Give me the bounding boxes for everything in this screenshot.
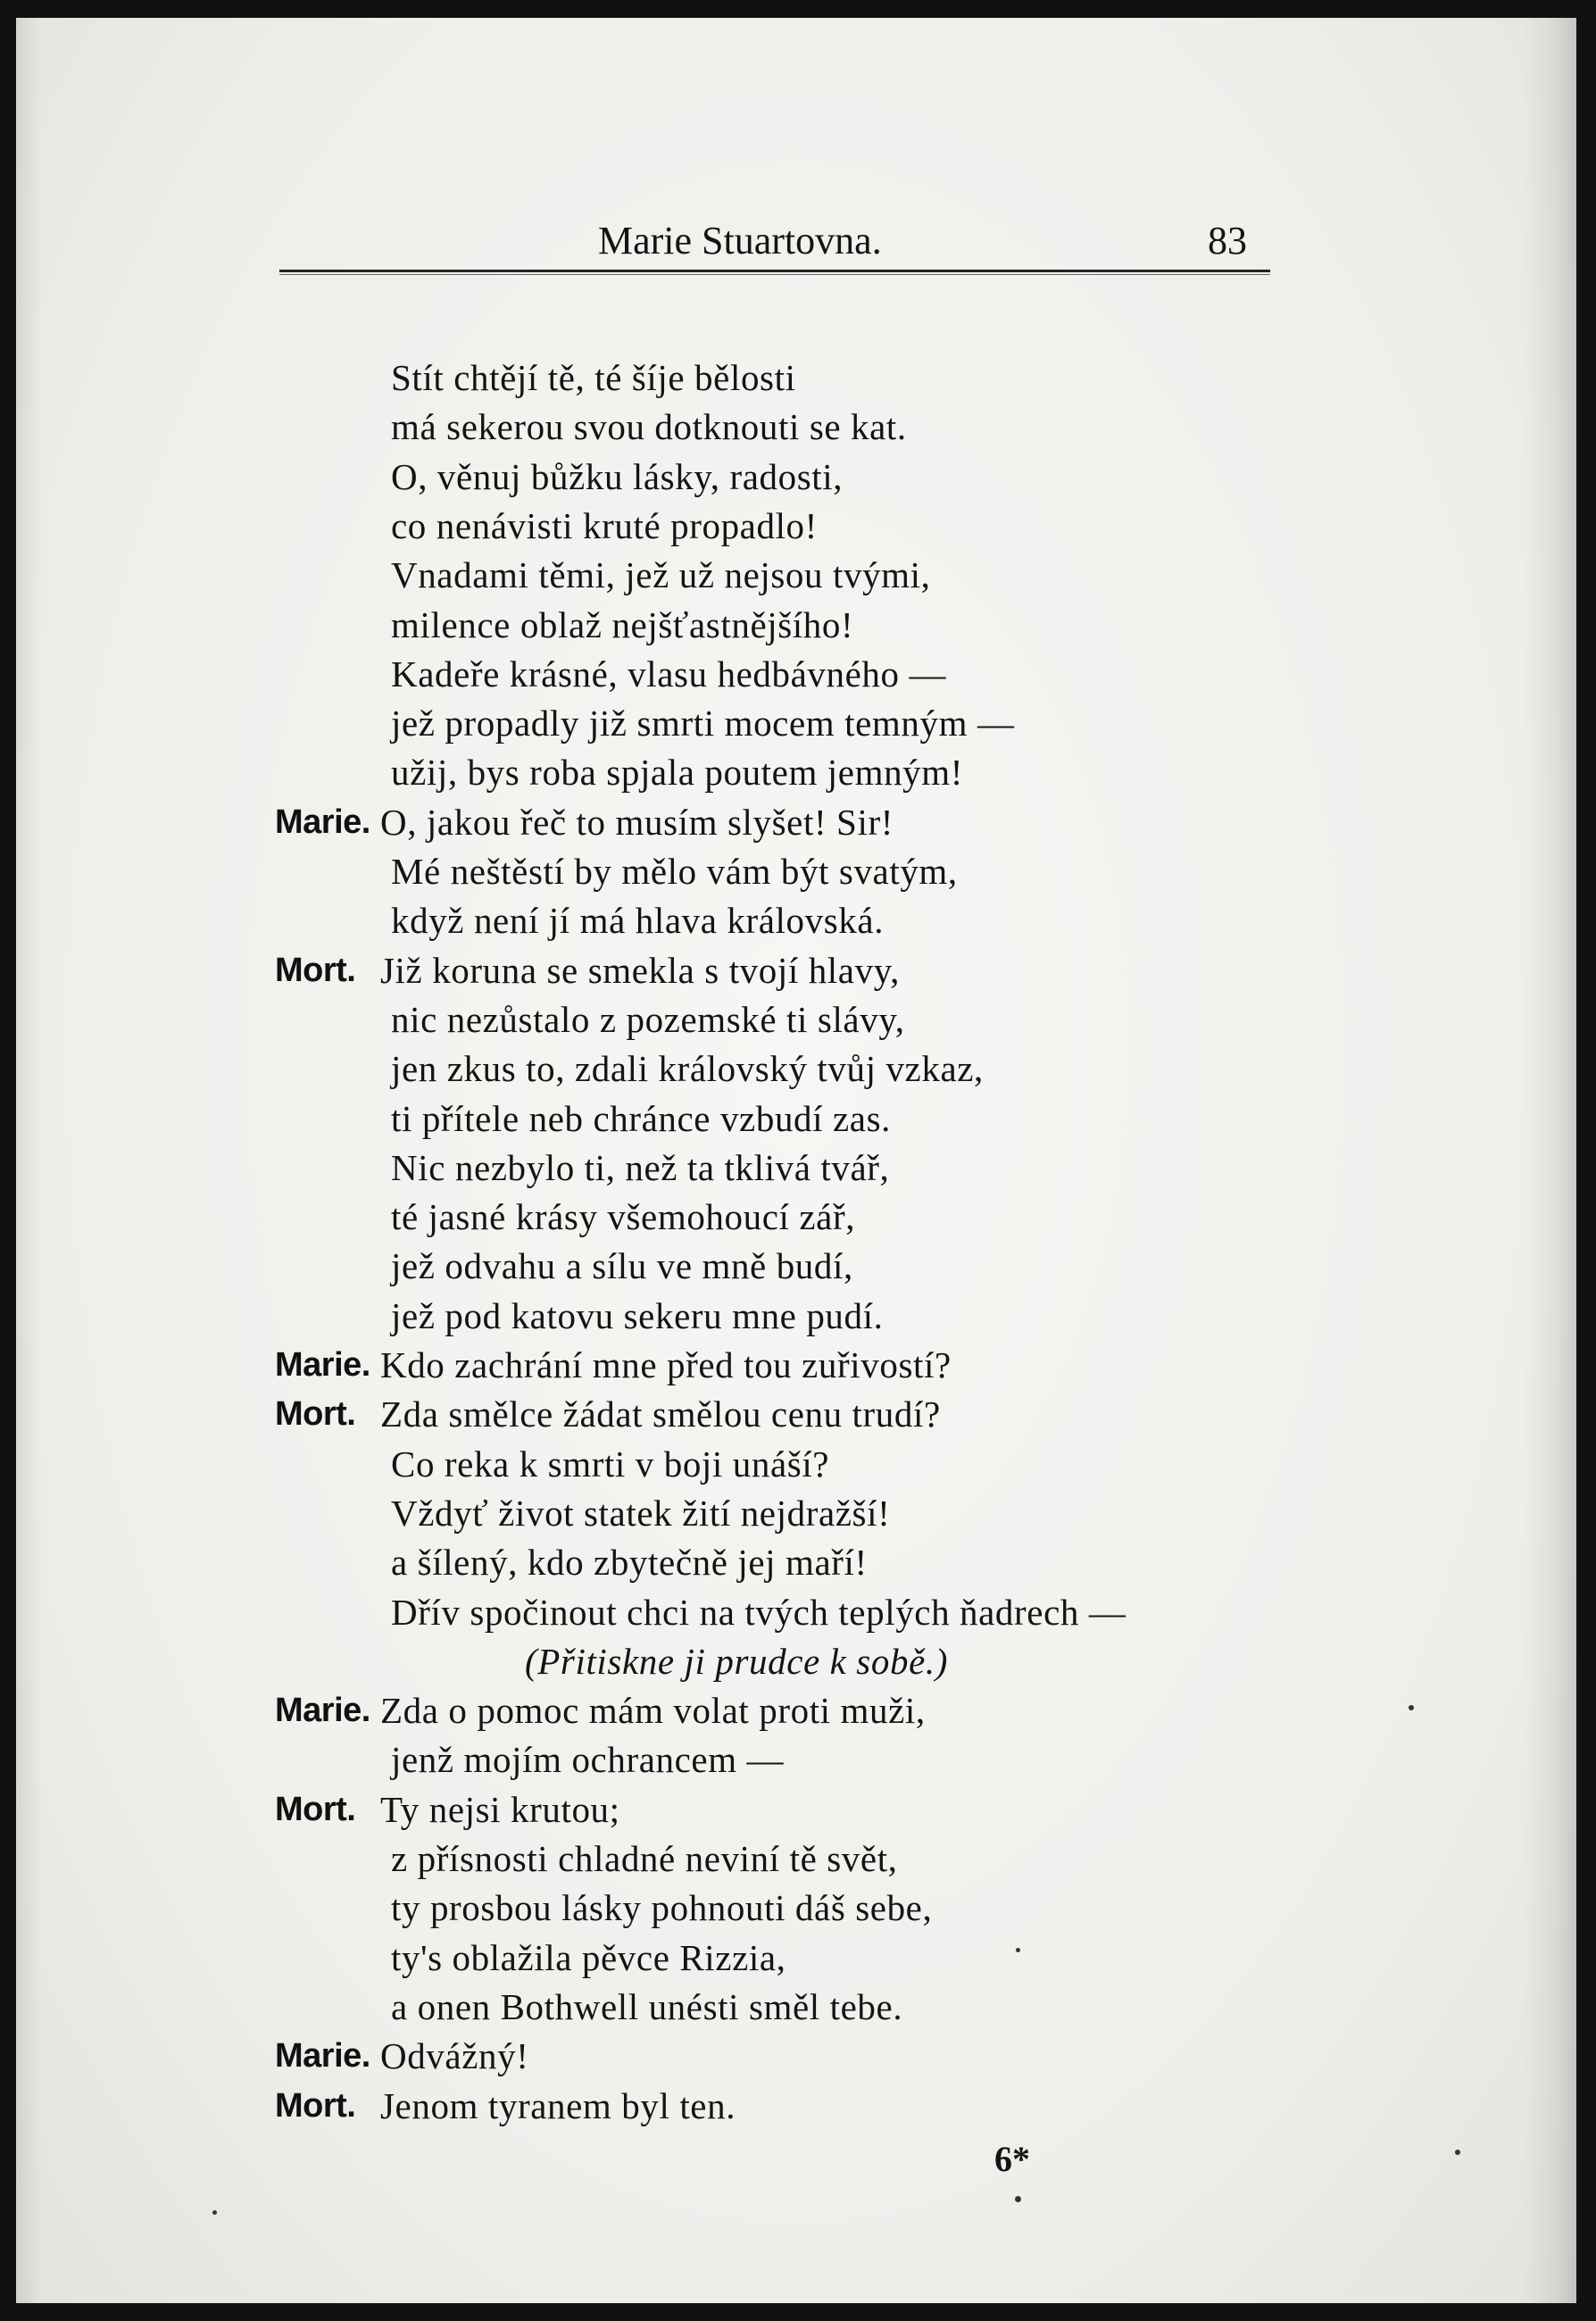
verse-text: O, věnuj bůžku lásky, radosti,: [391, 455, 844, 497]
verse-text: Nic nezbylo ti, než ta tklivá tvář,: [391, 1146, 890, 1188]
print-speck: [1455, 2150, 1460, 2155]
verse-text: Mé neštěstí by mělo vám být svatým,: [391, 851, 958, 892]
verse-text: má sekerou svou dotknouti se kat.: [391, 406, 907, 448]
stage-direction: (Přitiskne ji prudce k sobě.): [525, 1640, 948, 1682]
page-number: 83: [1208, 219, 1247, 262]
verse-text: ti přítele neb chránce vzbudí zas.: [391, 1097, 891, 1139]
page-shadow-left: [16, 18, 43, 2303]
speaker-label: Mort.: [275, 1395, 356, 1434]
verse-text: Dřív spočinout chci na tvých teplých ňadrech —: [391, 1591, 1126, 1633]
page-shadow-right: [1523, 18, 1576, 2303]
book-page: [16, 18, 1576, 2303]
verse-text: Stít chtějí tě, té šíje bělosti: [391, 357, 796, 398]
print-speck: [1409, 1705, 1414, 1710]
speaker-label: Marie.: [275, 803, 370, 841]
verse-text: Kdo zachrání mne před tou zuřivostí?: [380, 1344, 952, 1385]
verse-text: Ty nejsi krutou;: [380, 1788, 620, 1830]
verse-text: a onen Bothwell unésti směl tebe.: [391, 1985, 903, 2027]
signature-mark: 6*: [994, 2139, 1030, 2179]
verse-text: Již koruna se smekla s tvojí hlavy,: [380, 949, 900, 991]
speaker-label: Mort.: [275, 2086, 356, 2125]
verse-text: milence oblaž nejšťastnějšího!: [391, 603, 854, 645]
verse-text: Odvážný!: [380, 2035, 529, 2077]
verse-text: jenž mojím ochrancem —: [391, 1739, 785, 1781]
verse-text: a šílený, kdo zbytečně jej maří!: [391, 1542, 868, 1584]
verse-text: Jenom tyranem byl ten.: [380, 2084, 736, 2126]
verse-text: Kadeře krásné, vlasu hedbávného —: [391, 653, 947, 695]
speaker-label: Marie.: [275, 2037, 370, 2076]
verse-text: Zda smělce žádat smělou cenu trudí?: [380, 1393, 941, 1435]
verse-text: ty prosbou lásky pohnouti dáš sebe,: [391, 1887, 933, 1929]
print-speck: [1016, 1948, 1020, 1952]
verse-text: když není jí má hlava královská.: [391, 900, 885, 942]
verse-text: Zda o pomoc mám volat proti muži,: [380, 1690, 926, 1732]
speaker-label: Marie.: [275, 1692, 370, 1730]
speaker-label: Mort.: [275, 1790, 356, 1828]
print-speck: [212, 2210, 217, 2215]
verse-text: jež propadly již smrti mocem temným —: [391, 703, 1015, 745]
speaker-label: Mort.: [275, 951, 356, 989]
verse-text: jen zkus to, zdali královský tvůj vzkaz,: [391, 1048, 984, 1090]
verse-text: Co reka k smrti v boji unáší?: [391, 1443, 830, 1485]
running-title: Marie Stuartovna.: [598, 219, 882, 262]
verse-text: užij, bys roba spjala poutem jemným!: [391, 752, 964, 794]
speaker-label: Marie.: [275, 1346, 370, 1384]
verse-text: jež pod katovu sekeru mne pudí.: [391, 1294, 884, 1336]
verse-text: jež odvahu a sílu ve mně budí,: [391, 1245, 853, 1287]
verse-text: ty's oblažila pěvce Rizzia,: [391, 1936, 786, 1978]
verse-text: nic nezůstalo z pozemské ti slávy,: [391, 998, 905, 1040]
verse-text: co nenávisti kruté propadlo!: [391, 504, 818, 546]
header-rule: [279, 270, 1270, 275]
verse-text: té jasné krásy všemohoucí zář,: [391, 1196, 856, 1238]
verse-text: z přísnosti chladné neviní tě svět,: [391, 1838, 898, 1879]
verse-text: O, jakou řeč to musím slyšet! Sir!: [380, 801, 894, 843]
verse-text: Vnadami těmi, jež už nejsou tvými,: [391, 554, 931, 596]
print-speck: [1015, 2196, 1021, 2202]
verse-text: Vždyť život statek žití nejdražší!: [391, 1492, 891, 1534]
